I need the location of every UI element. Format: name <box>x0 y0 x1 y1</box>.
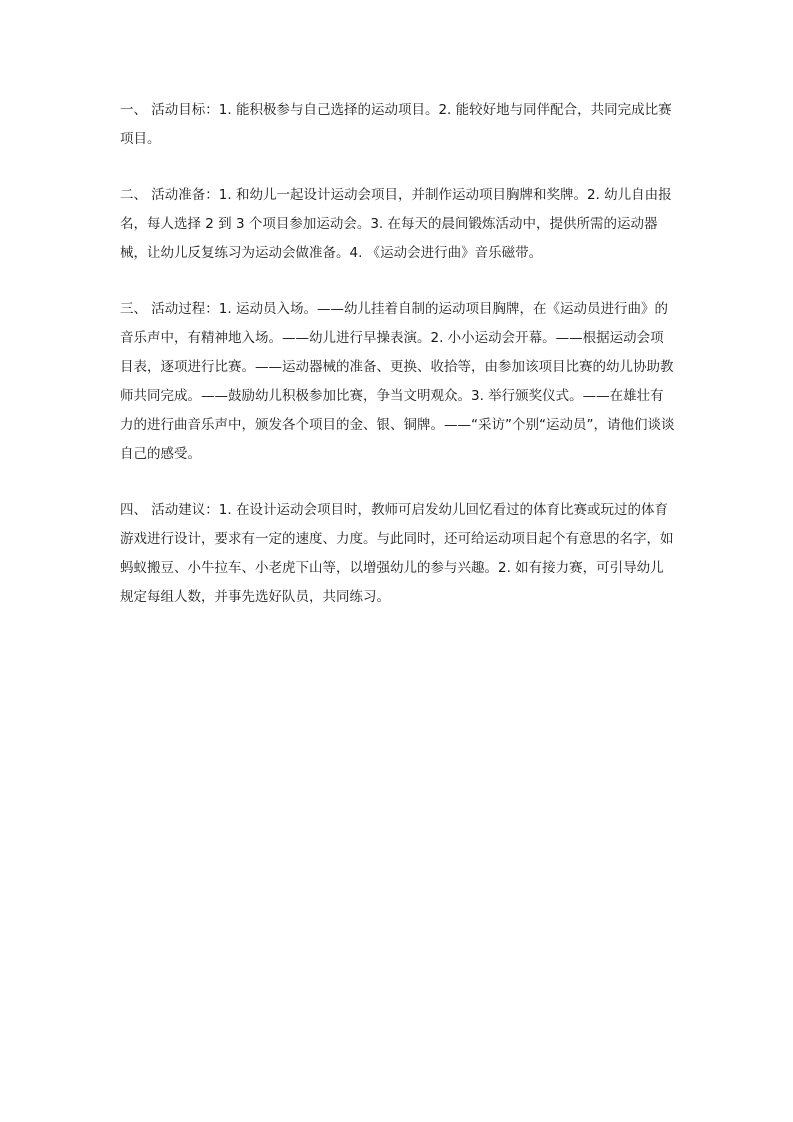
section-activity-process: 三、 活动过程：1. 运动员入场。——幼儿挂着自制的运动项目胸牌，在《运动员进行曲》的音乐声中，有精神地入场。——幼儿进行早操表演。2. 小小运动会开幕。——根据运动会项目表，逐项进行比赛。——运动器械的准备、更换、收拾等，由参加该项目比赛的幼儿协助教师共同完成。——鼓励幼儿积极参加比赛，争当文明观众。3. 举行颁奖仪式。——在雄壮有力的进行曲音乐声中，颁发各个项目的金、银、铜牌。——“采访”个别“运动员”，请他们谈谈自己的感受。 <box>120 301 675 462</box>
section-activity-suggestions: 四、 活动建议：1. 在设计运动会项目时，教师可启发幼儿回忆看过的体育比赛或玩过的体育游戏进行设计，要求有一定的速度、力度。与此同时，还可给运动项目起个有意思的名字，如蚂蚁搬豆、小牛拉车、小老虎下山等，以增强幼儿的参与兴趣。2. 如有接力赛，可引导幼儿规定每组人数，并事先选好队员，共同练习。 <box>120 502 674 605</box>
section-activity-goals: 一、 活动目标：1. 能积极参与自己选择的运动项目。2. 能较好地与同伴配合，共同完成比赛项目。 <box>120 102 672 147</box>
document-page <box>120 96 676 639</box>
section-activity-preparation: 二、 活动准备：1. 和幼儿一起设计运动会项目，并制作运动项目胸牌和奖牌。2. 幼儿自由报名，每人选择 2 到 3 个项目参加运动会。3. 在每天的晨间锻炼活动中，提供所需的运动器械，让幼儿反复练习为运动会做准备。4. 《运动会进行曲》音乐磁带。 <box>120 187 672 261</box>
